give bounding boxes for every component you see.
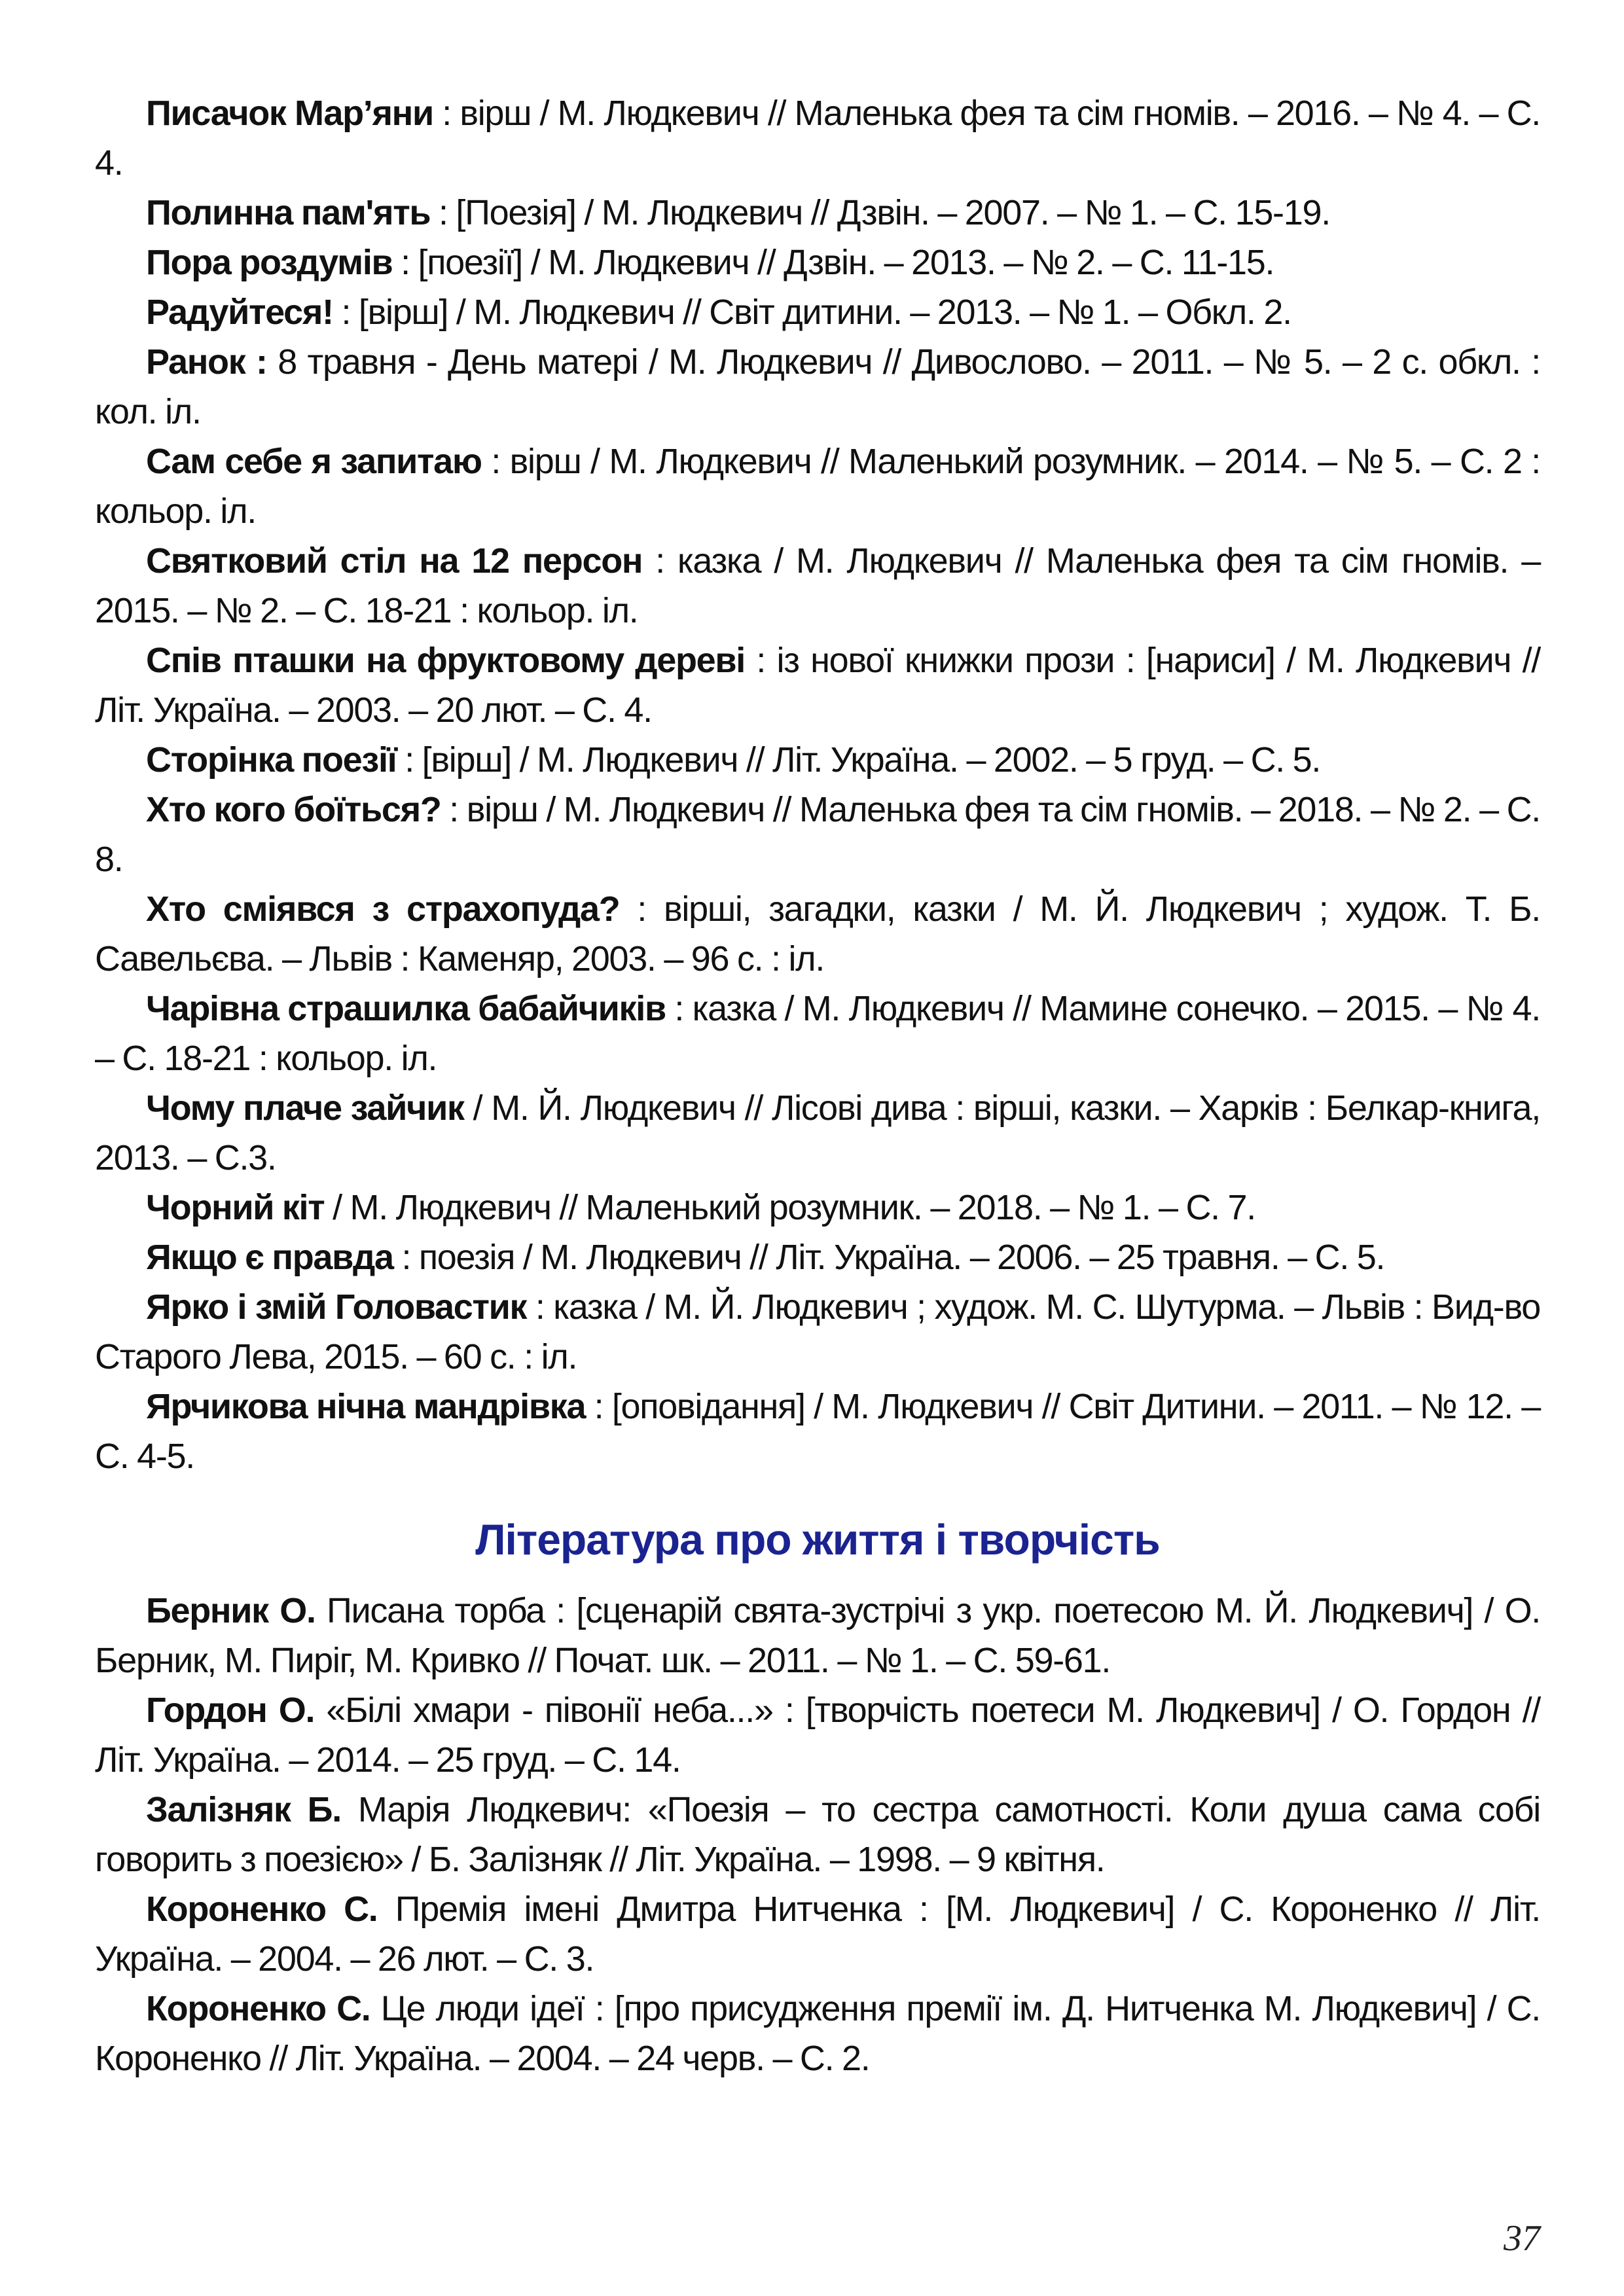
entry-details: : [оповідання] / М. Людкевич // Світ Дитини. – 2011. – № 12. – С. 4-5. — [95, 1387, 1540, 1476]
bib-entry — [95, 1083, 1540, 1183]
bib-entry — [95, 1984, 1540, 2083]
entry-title: Хто кого боїться? — [146, 790, 441, 829]
entry-title: Спів пташки на фруктовому дереві — [146, 641, 745, 680]
entry-details: : [вірш] / М. Людкевич // Літ. Україна. – 2002. – 5 груд. – С. 5. — [396, 740, 1321, 780]
entry-details: «Білі хмари - півонії неба...» : [творчість поетеси М. Людкевич] / О. Гордон // Літ. Україна. – 2014. – 25 груд. – С. 14. — [95, 1691, 1540, 1780]
bib-entry — [95, 984, 1540, 1083]
bib-entry — [95, 437, 1540, 536]
entry-details: Премія імені Дмитра Нитченка : [М. Людкевич] / С. Короненко // Літ. Україна. – 2004. – 26 лют. – С. 3. — [95, 1890, 1540, 1979]
bib-entry — [95, 1282, 1540, 1382]
works-list — [95, 88, 1540, 1481]
bib-entry — [95, 1586, 1540, 1685]
bib-entry — [95, 884, 1540, 984]
entry-title: Сторінка поезії — [146, 740, 397, 780]
entry-title: Святковий стіл на 12 персон — [146, 541, 643, 581]
entry-author: Залізняк Б. — [146, 1790, 341, 1829]
bib-entry — [95, 1685, 1540, 1785]
bib-entry — [95, 1183, 1540, 1232]
bib-entry — [95, 785, 1540, 884]
entry-details: 8 травня - День матері / М. Людкевич // Дивослово. – 2011. – № 5. – 2 с. обкл. : кол. іл. — [95, 342, 1540, 431]
bib-entry — [95, 735, 1540, 785]
entry-author: Гордон О. — [146, 1691, 315, 1730]
entry-details: : поезія / М. Людкевич // Літ. Україна. – 2006. – 25 травня. – С. 5. — [393, 1238, 1385, 1277]
entry-title: Полинна пам'ять — [146, 193, 431, 232]
bib-entry — [95, 636, 1540, 735]
entry-details: : вірші, загадки, казки / М. Й. Людкевич ; худож. Т. Б. Савельєва. – Львів : Каменяр, 2003. – 96 с. : іл. — [95, 889, 1540, 978]
entry-author: Короненко С. — [146, 1989, 370, 2028]
entry-title: Якщо є правда — [146, 1238, 393, 1277]
entry-title: Чорний кіт — [146, 1188, 325, 1227]
bib-entry — [95, 536, 1540, 636]
entry-title: Сам себе я запитаю — [146, 442, 482, 481]
entry-author: Короненко С. — [146, 1890, 378, 1929]
entry-details: : із нової книжки прози : [нариси] / М. Людкевич // Літ. Україна. – 2003. – 20 лют. – С. 4. — [95, 641, 1540, 730]
entry-title: Хто сміявся з страхопуда? — [146, 889, 620, 929]
entry-details: : [поезії] / М. Людкевич // Дзвін. – 2013. – № 2. – С. 11-15. — [392, 243, 1274, 282]
entry-details: : вірш / М. Людкевич // Маленька фея та сім гномів. – 2018. – № 2. – С. 8. — [95, 790, 1541, 879]
bib-entry — [95, 88, 1540, 188]
entry-title: Пора роздумів — [146, 243, 393, 282]
entry-title: Чому плаче зайчик — [146, 1088, 464, 1128]
bib-entry — [95, 1382, 1540, 1481]
entry-title: Радуйтеся! — [146, 293, 333, 332]
entry-details: : казка / М. Людкевич // Мамине сонечко. – 2015. – № 4. – С. 18-21 : кольор. іл. — [95, 989, 1540, 1078]
bib-entry — [95, 1884, 1540, 1984]
bib-entry — [95, 337, 1540, 437]
page-number: 37 — [1504, 2218, 1540, 2259]
entry-details: : вірш / М. Людкевич // Маленька фея та сім гномів. – 2016. – № 4. – С. 4. — [95, 94, 1540, 183]
entry-details: : вірш / М. Людкевич // Маленький розумник. – 2014. – № 5. – С. 2 : кольор. іл. — [95, 442, 1540, 531]
bib-entry — [95, 1785, 1540, 1884]
entry-details: : казка / М. Й. Людкевич ; худож. М. С. Шутурма. – Львів : Вид-во Старого Лева, 2015. – 60 с. : іл. — [95, 1287, 1541, 1376]
entry-details: / М. Й. Людкевич // Лісові дива : вірші, казки. – Харків : Белкар-книга, 2013. – С.3. — [95, 1088, 1540, 1177]
entry-details: : казка / М. Людкевич // Маленька фея та сім гномів. – 2015. – № 2. – С. 18-21 : кольор. іл. — [95, 541, 1540, 630]
literature-list — [95, 1586, 1540, 2083]
entry-details: Писана торба : [сценарій свята-зустрічі з укр. поетесою М. Й. Людкевич] / О. Берник, М. Пиріг, М. Кривко // Почат. шк. – 2011. – № 1. – С. 59-61. — [95, 1591, 1540, 1680]
entry-title: Чарівна страшилка бабайчиків — [146, 989, 666, 1028]
bib-entry — [95, 188, 1540, 238]
entry-title: Ярко і змій Головастик — [146, 1287, 527, 1327]
bib-entry — [95, 1232, 1540, 1282]
document-page — [95, 88, 1540, 2083]
entry-author: Берник О. — [146, 1591, 316, 1630]
entry-title: Писачок Мар’яни — [146, 94, 433, 133]
bib-entry — [95, 238, 1540, 287]
entry-details: / М. Людкевич // Маленький розумник. – 2018. – № 1. – С. 7. — [324, 1188, 1255, 1227]
entry-details: : [Поезія] / М. Людкевич // Дзвін. – 2007. – № 1. – С. 15-19. — [430, 193, 1330, 232]
entry-details: Марія Людкевич: «Поезія – то сестра самотності. Коли душа сама собі говорить з поезією» / Б. Залізняк // Літ. Україна. – 1998. – 9 квітня. — [95, 1790, 1540, 1879]
section-heading: Література про життя і творчість — [475, 1515, 1160, 1564]
entry-title: Ярчикова нічна мандрівка — [146, 1387, 586, 1426]
entry-title: Ранок : — [146, 342, 267, 382]
entry-details: Це люди ідеї : [про присудження премії ім. Д. Нитченка М. Людкевич] / С. Короненко // Літ. Україна. – 2004. – 24 черв. – С. 2. — [95, 1989, 1541, 2078]
bib-entry — [95, 287, 1540, 337]
entry-details: : [вірш] / М. Людкевич // Світ дитини. – 2013. – № 1. – Обкл. 2. — [333, 293, 1291, 332]
